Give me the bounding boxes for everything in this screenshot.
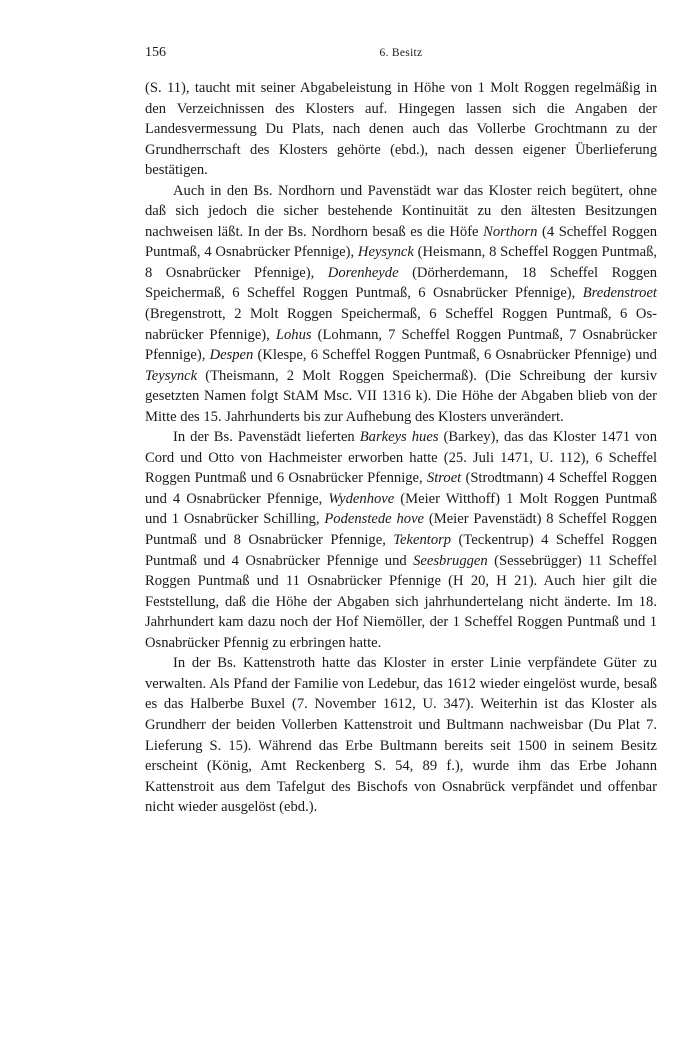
paragraph: [145, 181, 657, 428]
italic-name: Podenstede hove: [324, 511, 425, 528]
text-run: (4 Scheffel Roggen Puntmaß, 4 Osnabrücker Pfennige),: [145, 223, 657, 261]
book-page: [145, 0, 657, 818]
italic-name: Heysynck: [357, 244, 414, 261]
paragraph: [145, 427, 657, 653]
text-run: (Barkey), das das Kloster 1471 von Cord und Otto von Hachmeister erworben hatte (25. Juli 1471, U. 112), 6 Scheffel Roggen Puntmaß und 6 Osnabrücker Pfennige,: [145, 429, 657, 487]
text-run: (Sessebrügger) 11 Scheffel Roggen Puntmaß und 11 Osnabrücker Pfennige (H 20, H 21). Auch hier gilt die Feststellung, daß die Höhe der Abgaben sich jahrhundertelang nicht änderte. Im 18. Jahrhundert kam dazu noch der Hof Niemöller, der 1 Scheffel Roggen Puntmaß und 1 Osnabrücker Pfennig zu erbringen hatte.: [145, 552, 658, 651]
text-run: (Teckentrup) 4 Scheffel Roggen Puntmaß und 4 Osnabrücker Pfennige und: [145, 532, 657, 569]
italic-name: Barkeys hues: [359, 429, 439, 446]
text-run: Auch in den Bs. Nordhorn und Pavenstädt war das Kloster reich begütert, ohne daß sich jedoch die sicher bestehende Kontinuität zu den ältesten Besitzungen nachweisen läßt. In der Bs. Nordhorn besaß es die Höfe: [145, 182, 657, 240]
text-run: (Lohmann, 7 Scheffel Roggen Puntmaß, 7 Osnabrücker Pfennige),: [145, 326, 657, 364]
italic-name: Teysynck: [145, 367, 198, 384]
text-run: (Klespe, 6 Scheffel Roggen Puntmaß, 6 Osnabrücker Pfennige) und: [253, 347, 657, 364]
italic-name: Stroet: [426, 470, 462, 487]
italic-name: Northorn: [483, 223, 538, 240]
text-run: (Heismann, 8 Scheffel Roggen Puntmaß, 8 Osnabrücker Pfennige),: [145, 244, 658, 281]
text-run: (Meier Pavenstädt) 8 Scheffel Roggen Puntmaß und 8 Osnabrücker Pfennige,: [145, 511, 657, 549]
paragraph: [145, 78, 657, 181]
italic-name: Seesbruggen: [413, 552, 488, 569]
paragraph: [145, 653, 657, 817]
italic-name: Lohus: [275, 326, 312, 343]
italic-name: Wydenhove: [328, 490, 395, 507]
text-run: (Dörherdemann, 18 Scheffel Roggen Speichermaß, 6 Scheffel Roggen Puntmaß, 6 Osnabrücker Pfennige),: [145, 264, 657, 302]
text-run: In der Bs. Kattenstroth hatte das Kloster in erster Linie verpfändete Güter zu verwalten. Als Pfand der Familie von Ledebur, das 1612 wieder eingelöst wurde, besaß es das Halberbe Buxel (7. November 1612, U. 347). Weiterhin ist das Kloster als Grundherr der beiden Vollerben Kattenstroit und Bultmann nachweisbar (Du Plat 7. Lieferung S. 15). Während das Erbe Bultmann bereits seit 1500 in seinem Besitz erscheint (König, Amt Reckenberg S. 54, 89 f.), wurde ihm das Erbe Johann Kattenstroit aus dem Tafelgut des Bischofs von Osnabrück verpfändet und offenbar nicht wieder ausgelöst (ebd.).: [145, 655, 657, 816]
running-head: [145, 43, 657, 63]
italic-name: Tekentorp: [393, 532, 452, 549]
text-run: (Strodtmann) 4 Scheffel Roggen und 4 Osnabrücker Pfennige,: [145, 470, 658, 507]
page-number: 156: [145, 45, 166, 60]
text-run: (Meier Witthoff) 1 Molt Roggen Puntmaß und 1 Osnabrücker Schilling,: [145, 490, 657, 528]
text-run: In der Bs. Pavenstädt lieferten: [173, 429, 360, 446]
italic-name: Bredenstroet: [582, 285, 657, 302]
body-text: [145, 78, 657, 818]
text-run: (Bregenstrott, 2 Molt Roggen Speichermaß, 6 Scheffel Roggen Puntmaß, 6 Osnabrücker Pfennige),: [145, 306, 657, 343]
text-run: (S. 11), taucht mit seiner Abgabeleistung in Höhe von 1 Molt Roggen regelmäßig in den Verzeichnissen des Klosters auf. Hingegen lassen sich die Angaben der Landesvermessung Du Plats, nach denen auch das Vollerbe Grochtmann zu der Grundherrschaft des Klosters gehörte (ebd.), nach dessen eigener Überlieferung bestätigen.: [145, 80, 657, 179]
text-run: (Theismann, 2 Molt Roggen Speichermaß). (Die Schreibung der kursiv gesetzten Namen folgt StAM Msc. VII 1316 k). Die Höhe der Abgaben blieb von der Mitte des 15. Jahrhunderts bis zur Aufhebung des Klosters unverändert.: [145, 367, 657, 425]
italic-name: Despen: [209, 347, 254, 364]
italic-name: Dorenheyde: [327, 264, 399, 281]
chapter-title: 6. Besitz: [379, 47, 423, 59]
